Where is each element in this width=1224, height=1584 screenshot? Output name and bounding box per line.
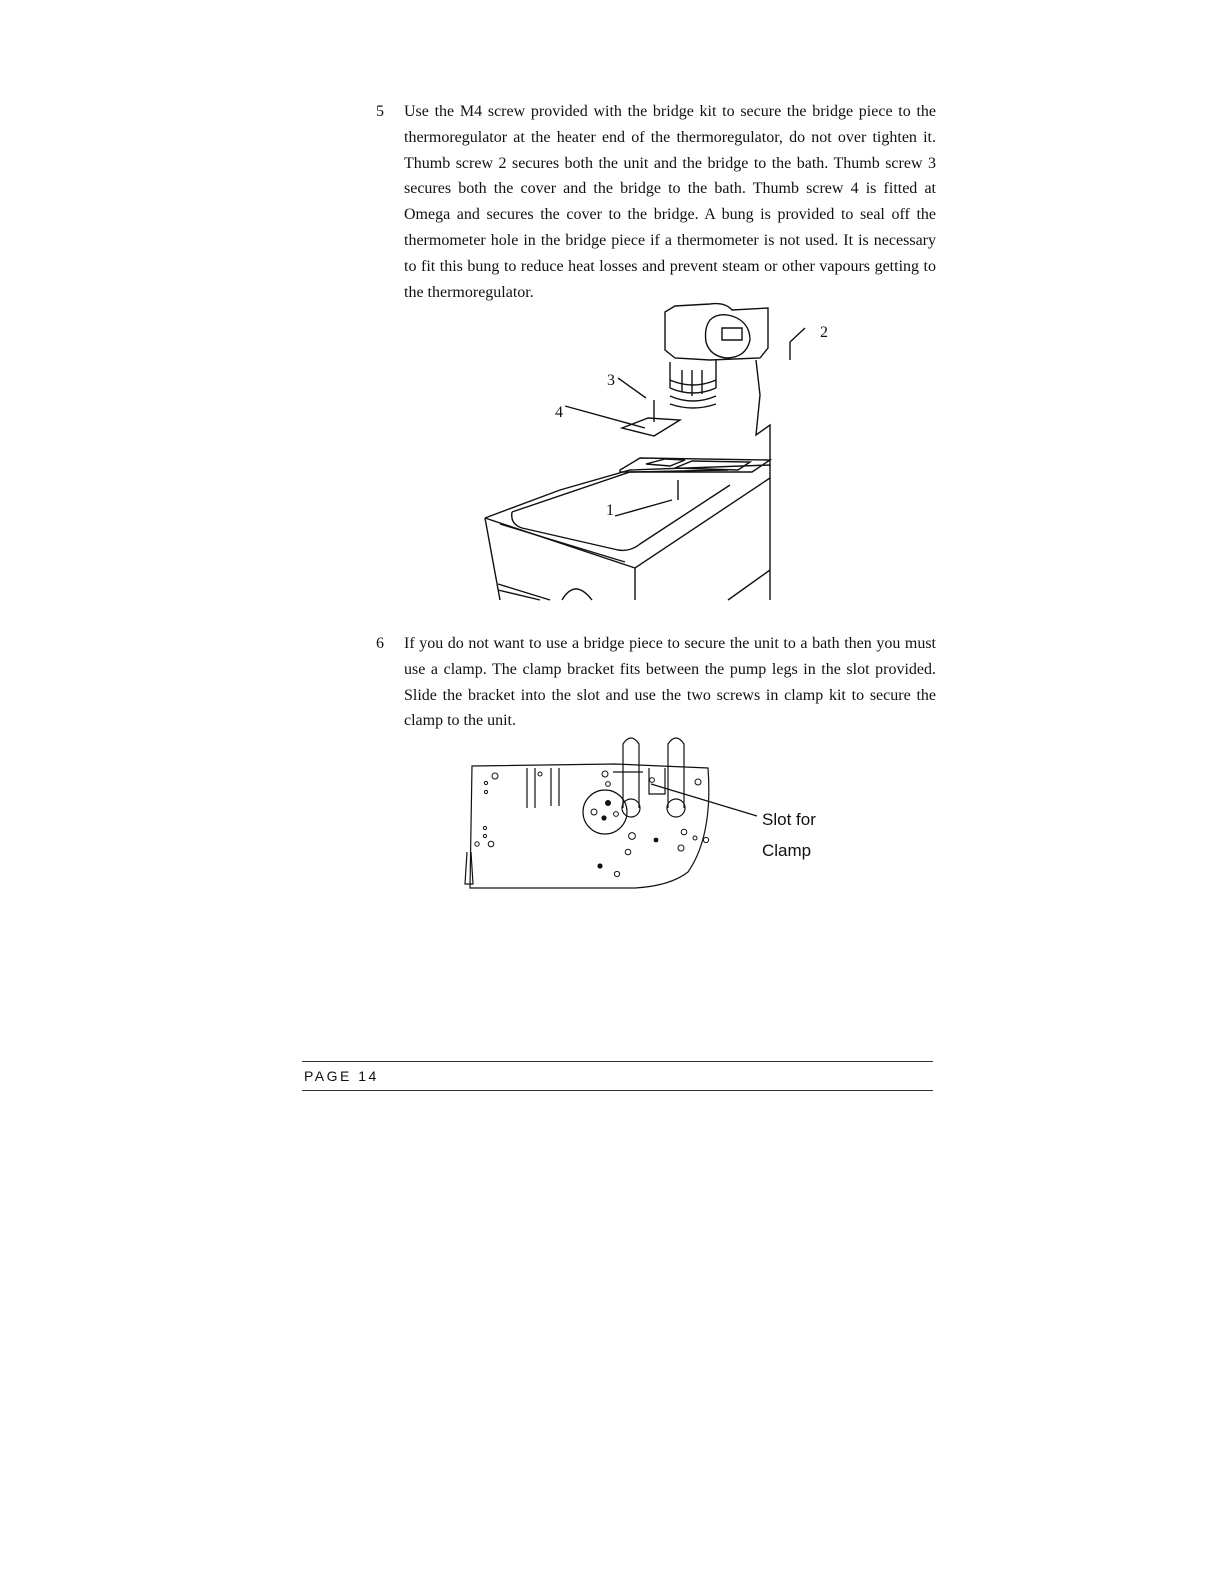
callout-2: 2: [820, 324, 828, 341]
callout-4: 4: [555, 404, 563, 421]
slot-label-line2: Clamp: [762, 841, 812, 860]
page-number: PAGE 14: [304, 1068, 379, 1084]
callout-1: 1: [606, 502, 614, 519]
footer-rule-top: [302, 1061, 933, 1062]
bath-bridge-drawing: [470, 300, 850, 606]
clamp-slot-diagram: [455, 732, 835, 894]
bath-bridge-diagram: [470, 300, 850, 606]
step-text: If you do not want to use a bridge piece to secure the unit to a bath then you must use a clamp. The clamp bracket fits between the pump legs in the slot provided. Slide the bracket into the slot and use the two screws in clamp kit to secure the clamp to the unit.: [404, 635, 936, 730]
step-number: 5: [376, 103, 384, 120]
step-number: 6: [376, 635, 384, 652]
footer-rule-bottom: [302, 1090, 933, 1091]
step-text: Use the M4 screw provided with the bridge kit to secure the bridge piece to the thermoregulator at the heater end of the thermoregulator, do not over tighten it. Thumb screw 2 secures both the unit and the bridge to the bath. Thumb screw 3 secures both the cover and the bridge to the bath. Thumb screw 4 is fitted at Omega and secures the cover to the bridge. A bung is provided to seal off the thermometer hole in the bridge piece if a thermometer is not used. It is necessary to fit this bung to reduce heat losses and prevent steam or other vapours getting to the thermoregulator.: [404, 103, 936, 301]
slot-label-line1: Slot for: [762, 810, 816, 829]
callout-3: 3: [607, 372, 615, 389]
